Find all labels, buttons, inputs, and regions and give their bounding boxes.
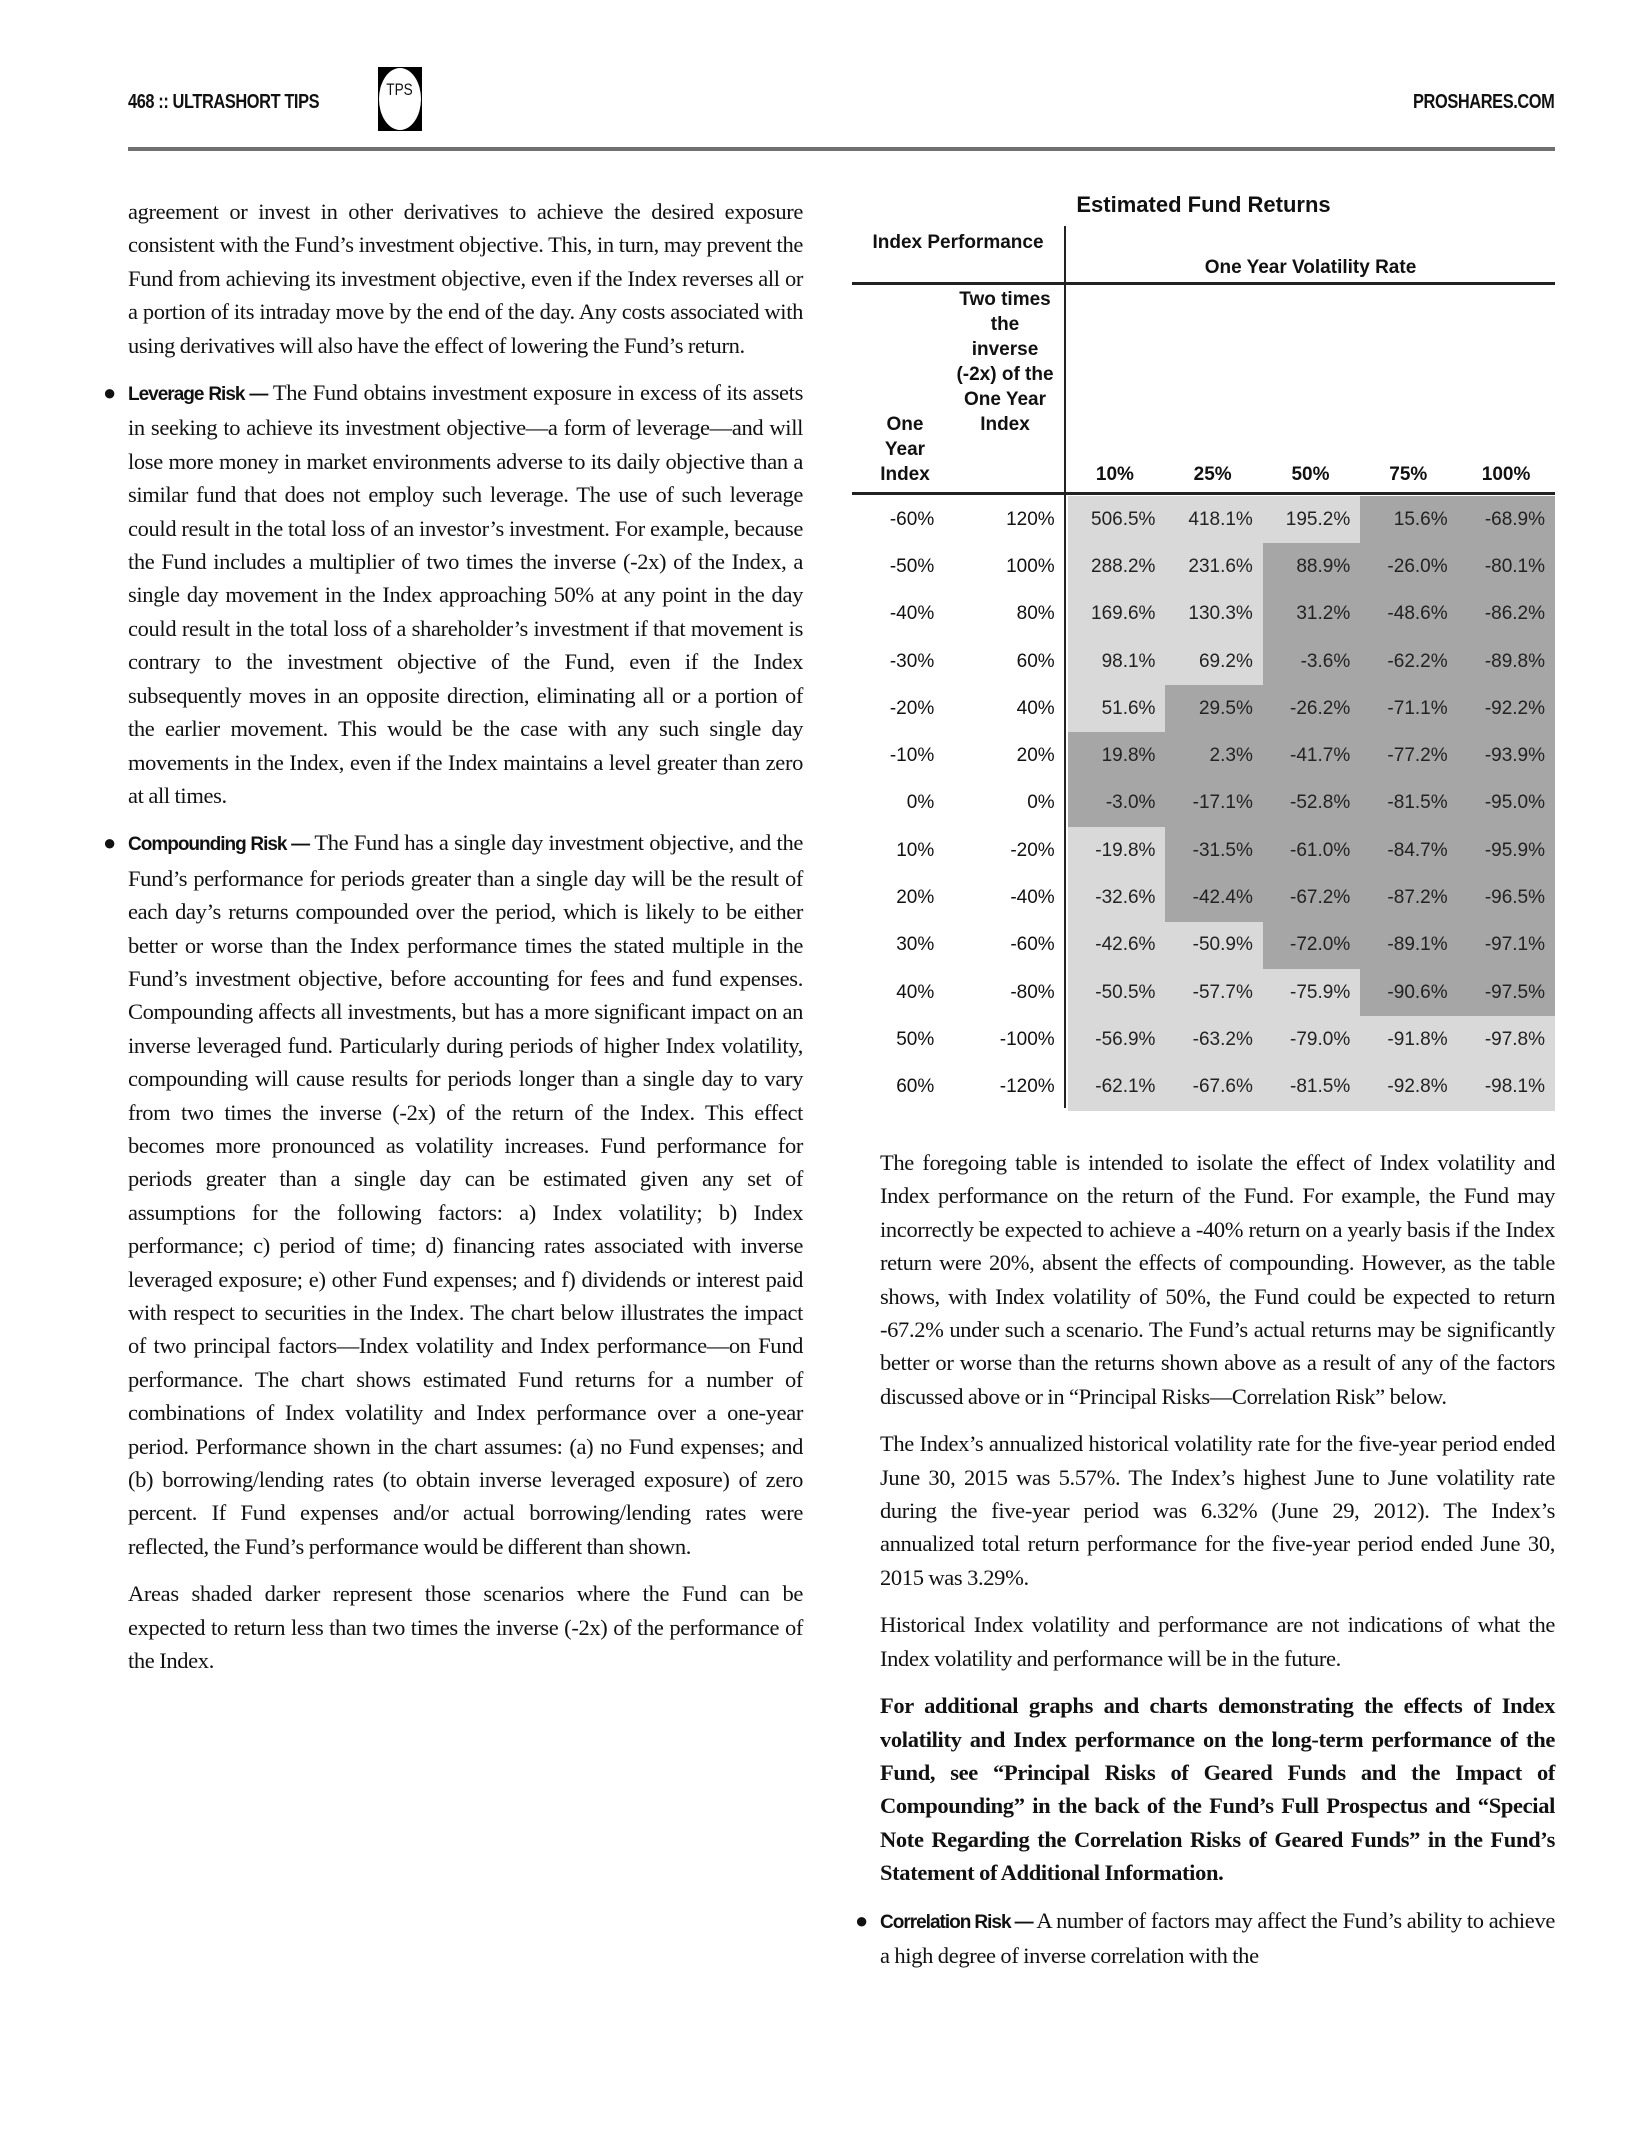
return-cell: 231.6% bbox=[1165, 543, 1262, 590]
one-year-index-cell: -10% bbox=[889, 745, 935, 767]
return-cell-shaded: -48.6% bbox=[1360, 591, 1457, 638]
one-year-index-cell: 50% bbox=[896, 1028, 935, 1050]
return-cell: -19.8% bbox=[1068, 827, 1165, 874]
website-label: PROSHARES.COM bbox=[1412, 91, 1554, 113]
return-cell-shaded: -97.1% bbox=[1458, 922, 1555, 969]
volatility-header: 75% bbox=[1389, 464, 1428, 485]
logo-text: TPS bbox=[386, 80, 414, 99]
one-year-index-cell: -40% bbox=[889, 603, 935, 625]
return-cell-shaded: -86.2% bbox=[1458, 591, 1555, 638]
return-cell: -62.1% bbox=[1068, 1064, 1165, 1111]
correlation-risk-item bbox=[855, 1904, 1555, 1973]
return-cell: -97.8% bbox=[1458, 1016, 1555, 1063]
return-cell-shaded: -96.5% bbox=[1458, 874, 1555, 921]
return-cell: 418.1% bbox=[1165, 496, 1262, 543]
return-cell-shaded: -97.5% bbox=[1458, 969, 1555, 1016]
inverse-index-cell: -100% bbox=[999, 1028, 1055, 1050]
return-cell-shaded: 15.6% bbox=[1360, 496, 1457, 543]
table-row bbox=[852, 543, 1555, 590]
return-cell: 506.5% bbox=[1068, 496, 1165, 543]
return-cell-shaded: -26.2% bbox=[1263, 685, 1360, 732]
inverse-index-cell: 80% bbox=[1016, 603, 1055, 625]
return-cell-shaded: -67.2% bbox=[1263, 874, 1360, 921]
tps-logo bbox=[378, 67, 422, 131]
return-cell-shaded: -68.9% bbox=[1458, 496, 1555, 543]
return-cell: -50.5% bbox=[1068, 969, 1165, 1016]
item-label: Correlation Risk — bbox=[880, 1911, 1033, 1933]
volatility-header: 25% bbox=[1193, 464, 1232, 485]
return-cell: 98.1% bbox=[1068, 638, 1165, 685]
return-cell-shaded: -26.0% bbox=[1360, 543, 1457, 590]
return-cell-shaded: -80.1% bbox=[1458, 543, 1555, 590]
header-rule bbox=[852, 282, 1555, 285]
one-year-index-cell: 40% bbox=[896, 981, 935, 1003]
return-cell: -50.9% bbox=[1165, 922, 1262, 969]
one-year-index-cell: 30% bbox=[896, 934, 935, 956]
inverse-index-cell: 20% bbox=[1016, 745, 1055, 767]
inverse-index-cell: 100% bbox=[1006, 555, 1055, 577]
paragraph: The Index’s annualized historical volatility rate for the five-year period ended June 30, 2015 was 5.57%. The Index’s highest June to June volatility rate during the five-year period was 6.32% (June 29, 2012). The Index’s annualized total return performance for the five-year period ended June 30, 2015 was 3.29%. bbox=[880, 1431, 1555, 1590]
volatility-header: 10% bbox=[1095, 464, 1134, 485]
return-cell: -79.0% bbox=[1263, 1016, 1360, 1063]
col-header-inverse: Two times the inverse (-2x) of the One Year Index bbox=[956, 289, 1054, 435]
table-row bbox=[852, 732, 1555, 779]
one-year-index-cell: -50% bbox=[889, 555, 935, 577]
one-year-index-cell: 60% bbox=[896, 1076, 935, 1098]
return-cell-shaded: -3.0% bbox=[1068, 780, 1165, 827]
one-year-index-cell: 0% bbox=[906, 792, 935, 814]
return-cell: 169.6% bbox=[1068, 591, 1165, 638]
return-cell-shaded: -89.1% bbox=[1360, 922, 1457, 969]
return-cell-shaded: -92.2% bbox=[1458, 685, 1555, 732]
return-cell: -81.5% bbox=[1263, 1064, 1360, 1111]
table-row bbox=[852, 874, 1555, 921]
header-rule bbox=[852, 492, 1555, 495]
header-divider bbox=[128, 147, 1555, 151]
return-cell-shaded: -87.2% bbox=[1360, 874, 1457, 921]
inverse-index-cell: -120% bbox=[999, 1076, 1055, 1098]
page-header-title: 468 :: ULTRASHORT TIPS bbox=[128, 91, 320, 113]
return-cell: 195.2% bbox=[1263, 496, 1360, 543]
table-body bbox=[852, 496, 1555, 1111]
one-year-index-cell: 20% bbox=[896, 887, 935, 909]
inverse-index-cell: -20% bbox=[1010, 839, 1055, 861]
item-label: Leverage Risk — bbox=[128, 384, 268, 406]
return-cell: -98.1% bbox=[1458, 1064, 1555, 1111]
return-cell-shaded: -42.4% bbox=[1165, 874, 1262, 921]
return-cell-shaded: -95.9% bbox=[1458, 827, 1555, 874]
table-row bbox=[852, 1016, 1555, 1063]
table-row bbox=[852, 922, 1555, 969]
left-column bbox=[103, 195, 803, 1691]
return-cell-shaded: 88.9% bbox=[1263, 543, 1360, 590]
group-header-volatility: One Year Volatility Rate bbox=[1204, 257, 1417, 278]
leverage-risk-item bbox=[103, 376, 803, 812]
return-cell: 288.2% bbox=[1068, 543, 1165, 590]
paragraph: Areas shaded darker represent those scenarios where the Fund can be expected to return less than two times the inverse (-2x) of the performance of the Index. bbox=[128, 1581, 803, 1674]
bullet-icon: ● bbox=[103, 830, 116, 856]
return-cell: 69.2% bbox=[1165, 638, 1262, 685]
paragraph: Historical Index volatility and performance are not indications of what the Index volatility and performance will be in the future. bbox=[880, 1612, 1555, 1671]
return-cell-shaded: -81.5% bbox=[1360, 780, 1457, 827]
volatility-header: 50% bbox=[1291, 464, 1330, 485]
table-row bbox=[852, 638, 1555, 685]
return-cell-shaded: -77.2% bbox=[1360, 732, 1457, 779]
right-column bbox=[855, 1146, 1555, 1986]
return-cell: 130.3% bbox=[1165, 591, 1262, 638]
return-cell-shaded: -71.1% bbox=[1360, 685, 1457, 732]
bullet-icon: ● bbox=[103, 380, 116, 406]
inverse-index-cell: -60% bbox=[1010, 934, 1055, 956]
paragraph: The foregoing table is intended to isolate the effect of Index volatility and Index performance on the return of the Fund. For example, the Fund may incorrectly be expected to achieve a -40% return on a yearly basis if the Index return were 20%, absent the effects of compounding. However, as the table shows, with Index volatility of 50%, the Fund could be expected to return -67.2% under such a scenario. The Fund’s actual returns may be significantly better or worse than the returns shown above as a result of any of the factors discussed above or in “Principal Risks—Correlation Risk” below. bbox=[880, 1150, 1555, 1409]
one-year-index-cell: -60% bbox=[889, 508, 935, 530]
inverse-index-cell: 60% bbox=[1016, 650, 1055, 672]
return-cell-shaded: -61.0% bbox=[1263, 827, 1360, 874]
return-cell-shaded: 29.5% bbox=[1165, 685, 1262, 732]
inverse-index-cell: 0% bbox=[1027, 792, 1055, 814]
inverse-index-cell: 40% bbox=[1016, 697, 1055, 719]
return-cell-shaded: -89.8% bbox=[1458, 638, 1555, 685]
return-cell-shaded: -41.7% bbox=[1263, 732, 1360, 779]
inverse-index-cell: -40% bbox=[1010, 887, 1055, 909]
table-row bbox=[852, 685, 1555, 732]
inverse-index-cell: 120% bbox=[1006, 508, 1055, 530]
table-row bbox=[852, 591, 1555, 638]
table-row bbox=[852, 780, 1555, 827]
return-cell-shaded: -31.5% bbox=[1165, 827, 1262, 874]
return-cell-shaded: 19.8% bbox=[1068, 732, 1165, 779]
table-row bbox=[852, 1064, 1555, 1111]
return-cell-shaded: -95.0% bbox=[1458, 780, 1555, 827]
item-text: A number of factors may affect the Fund’s ability to achieve a high degree of inverse correlation with the bbox=[880, 1907, 1555, 1968]
bullet-icon: ● bbox=[855, 1907, 868, 1933]
table-title: Estimated Fund Returns bbox=[1076, 192, 1331, 217]
return-cell: -92.8% bbox=[1360, 1064, 1457, 1111]
paragraph-bold: For additional graphs and charts demonstrating the effects of Index volatility and Index performance on the long-term performance of the Fund, see “Principal Risks of Geared Funds and the Impact of Compounding” in the back of the Fund’s Full Prospectus and “Special Note Regarding the Correlation Risks of Geared Funds” in the Fund’s Statement of Additional Information. bbox=[880, 1693, 1555, 1886]
return-cell-shaded: -90.6% bbox=[1360, 969, 1457, 1016]
return-cell: -91.8% bbox=[1360, 1016, 1457, 1063]
return-cell: -75.9% bbox=[1263, 969, 1360, 1016]
volatility-headers bbox=[1066, 462, 1555, 487]
one-year-index-cell: -30% bbox=[889, 650, 935, 672]
return-cell: -67.6% bbox=[1165, 1064, 1262, 1111]
paragraph: agreement or invest in other derivatives to achieve the desired exposure consistent with the Fund’s investment objective. This, in turn, may prevent the Fund from achieving its investment objective, even if the Index reverses all or a portion of its intraday move by the end of the day. Any costs associated with using derivatives will also have the effect of lowering the Fund’s return. bbox=[128, 199, 803, 358]
group-header-index-performance: Index Performance bbox=[872, 232, 1044, 253]
return-cell: -32.6% bbox=[1068, 874, 1165, 921]
volatility-header: 100% bbox=[1481, 464, 1531, 485]
table-row bbox=[852, 496, 1555, 543]
return-cell-shaded: 2.3% bbox=[1165, 732, 1262, 779]
one-year-index-cell: -20% bbox=[889, 697, 935, 719]
return-cell: -57.7% bbox=[1165, 969, 1262, 1016]
return-cell-shaded: -93.9% bbox=[1458, 732, 1555, 779]
compounding-risk-item bbox=[103, 826, 803, 1563]
one-year-index-cell: 10% bbox=[896, 839, 935, 861]
return-cell: 51.6% bbox=[1068, 685, 1165, 732]
return-cell: -56.9% bbox=[1068, 1016, 1165, 1063]
return-cell: -42.6% bbox=[1068, 922, 1165, 969]
return-cell-shaded: -84.7% bbox=[1360, 827, 1457, 874]
return-cell-shaded: -3.6% bbox=[1263, 638, 1360, 685]
inverse-index-cell: -80% bbox=[1010, 981, 1055, 1003]
return-cell-shaded: -52.8% bbox=[1263, 780, 1360, 827]
return-cell: -63.2% bbox=[1165, 1016, 1262, 1063]
table-row bbox=[852, 969, 1555, 1016]
col-header-one-year-index: One Year Index bbox=[880, 414, 930, 485]
return-cell-shaded: -72.0% bbox=[1263, 922, 1360, 969]
item-text: The Fund has a single day investment objective, and the Fund’s performance for periods greater than a single day will be the result of each day’s returns compounded over the period, which is likely to be either better or worse than the Index performance times the stated multiple in the Fund’s investment objective, before accounting for fees and fund expenses. Compounding affects all investments, but has a more significant impact on an inverse leveraged fund. Particularly during periods of higher Index volatility, compounding will cause results for periods longer than a single day to vary from two times the inverse (-2x) of the return of the Index. This effect becomes more pronounced as volatility increases. Fund performance for periods greater than a single day can be estimated given any set of assumptions for the following factors: a) Index volatility; b) Index performance; c) period of time; d) financing rates associated with inverse leveraged exposure; e) other Fund expenses; and f) dividends or interest paid with respect to securities in the Index. The chart below illustrates the impact of two principal factors—Index volatility and Index performance—on Fund performance. The chart shows estimated Fund returns for a number of combinations of Index volatility and Index performance over a one-year period. Performance shown in the chart assumes: (a) no Fund expenses; and (b) borrowing/lending rates (to obtain inverse leveraged exposure) of zero percent. If Fund expenses and/or actual borrowing/lending rates were reflected, the Fund’s performance would be different than shown. bbox=[128, 830, 803, 1559]
return-cell-shaded: -17.1% bbox=[1165, 780, 1262, 827]
table-row bbox=[852, 827, 1555, 874]
return-cell-shaded: -62.2% bbox=[1360, 638, 1457, 685]
item-label: Compounding Risk — bbox=[128, 834, 310, 856]
item-text: The Fund obtains investment exposure in excess of its assets in seeking to achieve its investment objective—a form of leverage—and will lose more money in market environments adverse to its daily objective than a similar fund that does not employ such leverage. The use of such leverage could result in the total loss of an investor’s investment. For example, because the Fund includes a multiplier of two times the inverse (-2x) of the Index, a single day movement in the Index approaching 50% at any point in the day could result in the total loss of a shareholder’s investment if that movement is contrary to the investment objective of the Fund, even if the Index subsequently moves in an opposite direction, eliminating all or a portion of the earlier movement. This would be the case with any such single day movements in the Index, even if the Index maintains a level greater than zero at all times. bbox=[128, 380, 803, 808]
return-cell-shaded: 31.2% bbox=[1263, 591, 1360, 638]
